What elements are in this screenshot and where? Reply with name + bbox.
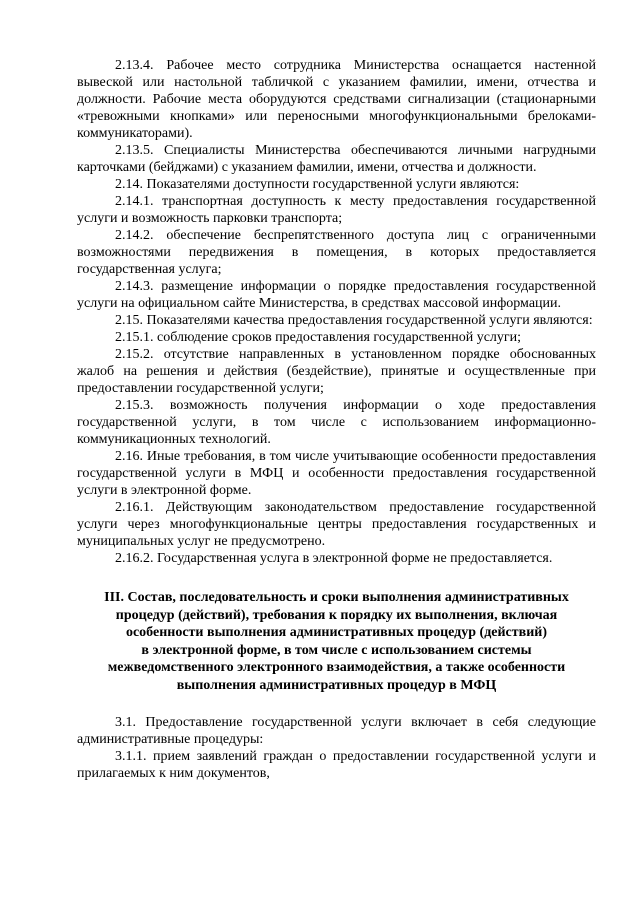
paragraph-2-16-1: 2.16.1. Действующим законодательством предоставление государственной услуги через многофункциональные центры предоставления государственных и муниципальных услуг не предусмотрено. (77, 500, 596, 549)
paragraph-2-13-5: 2.13.5. Специалисты Министерства обеспечиваются личными нагрудными карточками (бейджами) с указанием фамилии, имени, отчества и должности. (77, 143, 596, 175)
paragraph-2-14-3: 2.14.3. размещение информации о порядке предоставления государственной услуги на официальном сайте Министерства, в средствах массовой информации. (77, 279, 596, 311)
heading-line: III. Состав, последовательность и сроки выполнения административных (104, 590, 569, 605)
paragraph-2-16: 2.16. Иные требования, в том числе учитывающие особенности предоставления государственной услуги в МФЦ и особенности предоставления государственной услуги в электронной форме. (77, 449, 596, 498)
paragraph-2-14-2: 2.14.2. обеспечение беспрепятственного доступа лиц с ограниченными возможностями передвижения в помещения, в которых предоставляется государственная услуга; (77, 228, 596, 277)
paragraph-2-15-1: 2.15.1. соблюдение сроков предоставления государственной услуги; (115, 330, 522, 345)
section-heading (77, 589, 596, 694)
heading-line: межведомственного электронного взаимодействия, а также особенности (107, 660, 566, 675)
paragraph-3-1: 3.1. Предоставление государственной услуги включает в себя следующие административные процедуры: (77, 715, 596, 747)
paragraph-2-14-1: 2.14.1. транспортная доступность к месту предоставления государственной услуги и возможность парковки транспорта; (77, 194, 596, 226)
heading-line: особенности выполнения административных процедур (действий) (125, 625, 548, 640)
paragraph-2-15: 2.15. Показателями качества предоставления государственной услуги являются: (115, 313, 593, 328)
paragraph-2-13-4: 2.13.4. Рабочее место сотрудника Министерства оснащается настенной вывеской или настольной табличкой с указанием фамилии, имени, отчества и должности. Рабочие места оборудуются средствами сигнализации (стационарными «тревожными кнопками» или переносными многофункциональными брелоками-коммуникаторами). (77, 58, 596, 141)
paragraph-2-15-2: 2.15.2. отсутствие направленных в установленном порядке обоснованных жалоб на решения и действия (бездействие), принятые и осуществленные при предоставлении государственной услуги; (77, 347, 596, 396)
paragraph-2-15-3: 2.15.3. возможность получения информации о ходе предоставления государственной услуги, в том числе с использованием информационно-коммуникационных технологий. (77, 398, 596, 447)
heading-line: в электронной форме, в том числе с использованием системы (141, 642, 532, 658)
document-page (77, 57, 596, 782)
paragraph-3-1-1: 3.1.1. прием заявлений граждан о предоставлении государственной услуги и прилагаемых к ним документов, (77, 749, 596, 781)
paragraph-2-14: 2.14. Показателями доступности государственной услуги являются: (115, 177, 520, 192)
heading-line: выполнения административных процедур в МФЦ (176, 677, 497, 693)
paragraph-2-16-2: 2.16.2. Государственная услуга в электронной форме не предоставляется. (115, 551, 553, 566)
heading-line: процедур (действий), требования к порядку их выполнения, включая (115, 607, 558, 623)
